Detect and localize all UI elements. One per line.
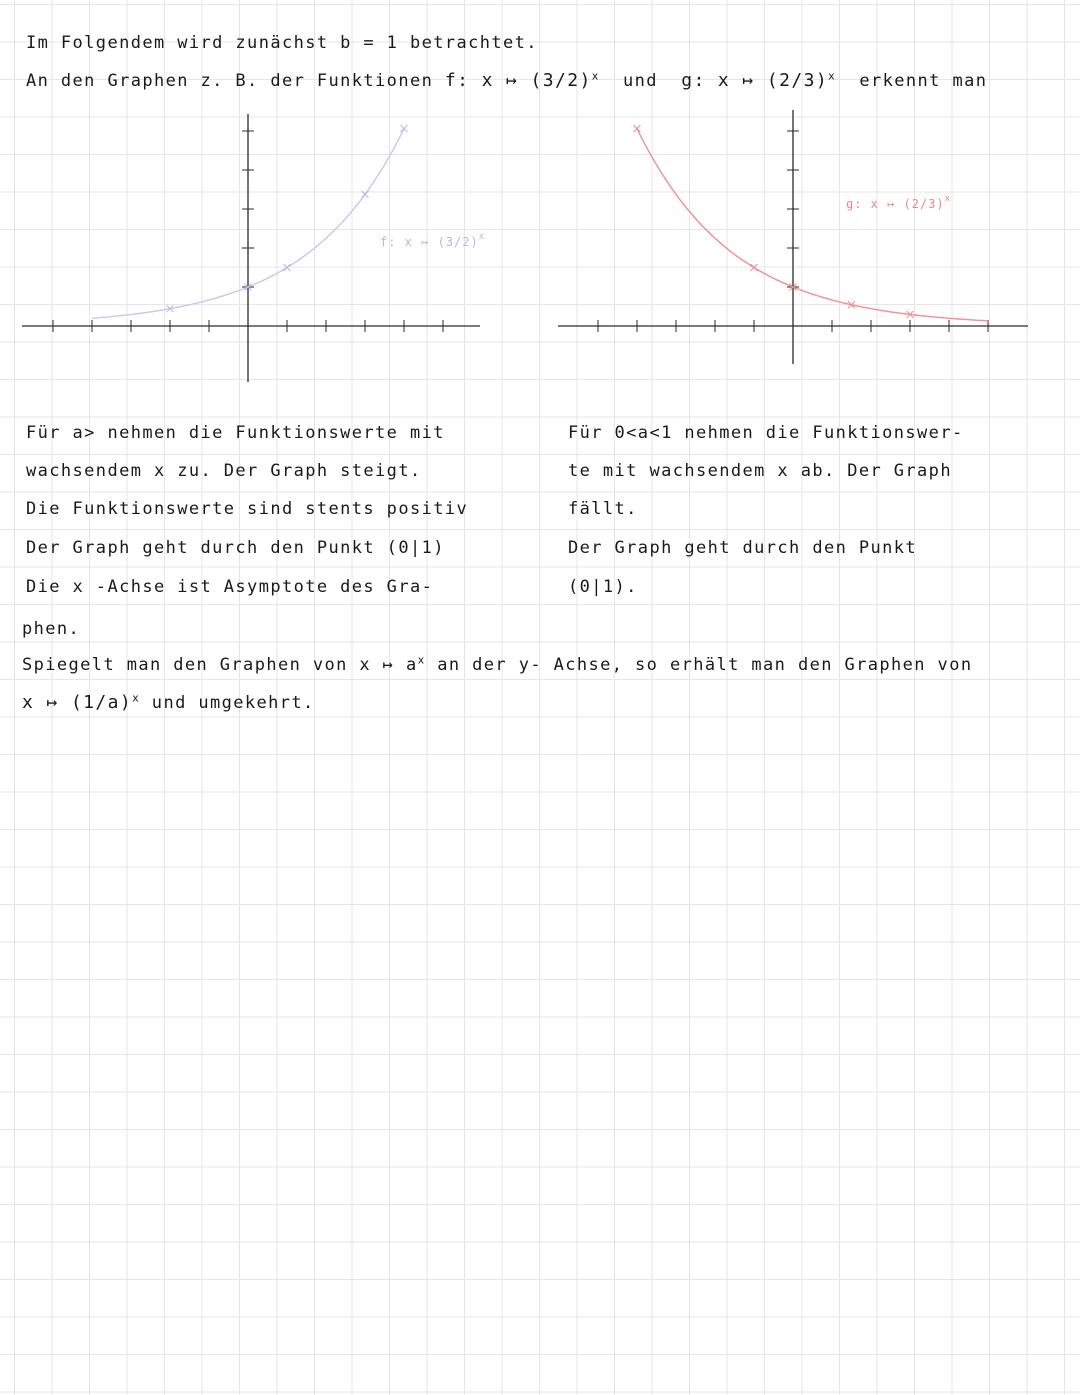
right-text-4: Der Graph geht durch den Punkt — [568, 538, 918, 558]
label-g: g: x ↦ $(2/3)^x$ — [846, 194, 952, 211]
left-text-3: Die Funktionswerte sind stents positiv — [26, 499, 469, 519]
label-f: f: x ↦ $(3/2)^x$ — [380, 232, 486, 249]
right-text-5: (0|1). — [568, 577, 638, 597]
intro-suffix: erkennt man — [859, 71, 988, 91]
g-exponent: x — [828, 69, 837, 83]
closing-line-3a: x ↦ (1/a) — [22, 692, 133, 713]
closing-line-3 — [22, 692, 315, 714]
g-definition: g: x ↦ (2/3) — [681, 70, 829, 91]
left-text-1: Für a> nehmen die Funktionswerte mit — [26, 423, 445, 443]
closing-line-2b: an der y- Achse, so erhält man den Graphen von — [425, 655, 973, 675]
right-text-2: te mit wachsendem x ab. Der Graph — [568, 461, 952, 481]
right-text-1: Für 0<a<1 nehmen die Funktionswer- — [568, 423, 964, 443]
intro-line-2 — [26, 70, 987, 92]
closing-exp-1: x — [417, 653, 426, 667]
right-text-3: fällt. — [568, 499, 638, 519]
curve-g — [637, 129, 988, 321]
left-text-2: wachsendem x zu. Der Graph steigt. — [26, 461, 422, 481]
left-text-5: Die x -Achse ist Asymptote des Gra- — [26, 577, 434, 597]
closing-line-2 — [22, 654, 972, 676]
und-word: und — [623, 71, 658, 91]
point-marker — [284, 264, 291, 271]
graph-f-increasing — [0, 100, 540, 390]
closing-exp-2: x — [132, 691, 141, 705]
points-g — [634, 125, 914, 318]
left-text-4: Der Graph geht durch den Punkt (0|1) — [26, 538, 445, 558]
closing-line-2a: Spiegelt man den Graphen von x ↦ a — [22, 655, 418, 675]
point-marker — [751, 264, 758, 271]
graph-g-decreasing — [540, 100, 1080, 390]
point-marker — [634, 125, 641, 132]
axes-right — [558, 110, 1028, 364]
f-exponent: x — [591, 69, 600, 83]
closing-line-1: phen. — [22, 619, 81, 639]
intro-line-1: Im Folgendem wird zunächst b = 1 betrachtet. — [26, 33, 538, 53]
points-f — [167, 125, 408, 312]
closing-line-3b: und umgekehrt. — [140, 693, 315, 713]
f-definition: f: x ↦ (3/2) — [444, 70, 592, 91]
intro-prefix: An den Graphen z. B. der Funktionen — [26, 71, 434, 91]
point-marker — [362, 191, 369, 198]
point-marker — [401, 125, 408, 132]
